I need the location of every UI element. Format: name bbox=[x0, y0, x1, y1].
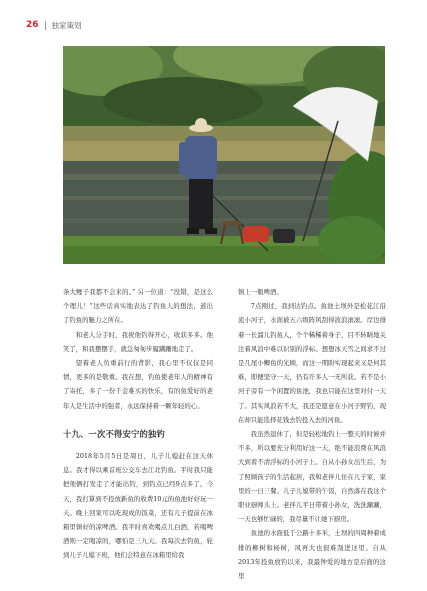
paragraph: 和老人分手时，我祝他钓得开心，收获多多。他笑了，和我摆摆手，就急匆匆步履蹒跚地走了。 bbox=[63, 330, 213, 353]
header-divider bbox=[45, 21, 46, 30]
right-text-column bbox=[238, 285, 386, 583]
paragraph: 我虽然退休了，但是轻松地钓上一整天的时候并不多，所以要充分利用好这一天，绝不能浪费在风浪大到看不清浮标的小河子上。自从小孙女出生后，为了照顾孩子的生活起居，我和老伴儿住在儿子家，家里的一日三餐、儿子儿媳带的午饭，自然落在我这个职业厨师头上。老伴儿平日带着小孙女，洗洗涮涮，一天也够忙碌的，我尽量不让她下厨房。 bbox=[238, 430, 386, 524]
section-heading: 十九、一次不得安宁的独钓 bbox=[63, 428, 165, 439]
fishing-photo bbox=[63, 46, 385, 264]
page-number: 26 bbox=[26, 20, 39, 30]
paragraph: 条大鲤子我都不会来的。” 另一位道：“没错，是这么个理儿！”这些话真实地表达了钓鱼人的想法，道出了钓鱼的魅力之所在。 bbox=[63, 288, 213, 325]
paragraph: 望着老人负重前行的背影，我心里不仅仅是同情，更多的是敬重。我在想，钓鱼使老年人的精神有了寄托，多了一份千金难买的快乐，有的鱼爱好的老年人是生活中的强者，永远保持着一颗年轻的心。 bbox=[63, 359, 213, 410]
paragraph: 镇上一瓶啤酒。 bbox=[238, 288, 283, 296]
paragraph: 7点刚过，我到达钓点。鱼池土坝外是松花江沿流小河子，水面被五六级阵风刮得波浪滚滚。岸边排着一长溜儿钓鱼人，个个稀稀着身子，目不转睛地关注着风浪中难以识别的浮标。想想冰天雪之间求不过是几尾小鲫鱼的光顾，而这一期盼实现起来又是何其难，即便坚守一天，仍有许多人一无所获。若不是小河子旁有一个闲置的鱼池，我也只能在这里对付一天了。其实风浪若不大，我还是愿意在小河子野钓，现在却只能选择花钱去钓投入去的河鱼。 bbox=[238, 302, 386, 424]
left-text-column bbox=[63, 285, 213, 563]
paragraph: 鱼池的水面低于公路十多米，土坝的四周种着成排的柳树和杨树，风再大也很难刮进这里。自从2013年投鱼放钓以来，我最钟爱的地方是后面的这里 bbox=[238, 529, 386, 581]
section-title: 独家策划 bbox=[51, 20, 82, 30]
page-header bbox=[26, 17, 82, 33]
paragraph: 2018年5月5日是周日，儿子儿媳赶在这天休息。我才得以乘首班公交车去江北钓鱼。平时我只能把他俩打发走了才能出钓，到钓点已经9点多了。今天，我打算到不投放新鱼的收费10元的鱼池好好玩一天。晚上回家可以吃现成的饭菜，还有儿子提前在冰箱里镇好的凉啤酒。我平时喜欢喝点儿白酒，若喝啤酒则一定喝凉的，哪怕是三九天。我每次去钓鱼，轮到儿子儿媳下班，他们会特意在冰箱里给我 bbox=[63, 452, 213, 560]
fishing-scene-illustration bbox=[63, 46, 385, 264]
